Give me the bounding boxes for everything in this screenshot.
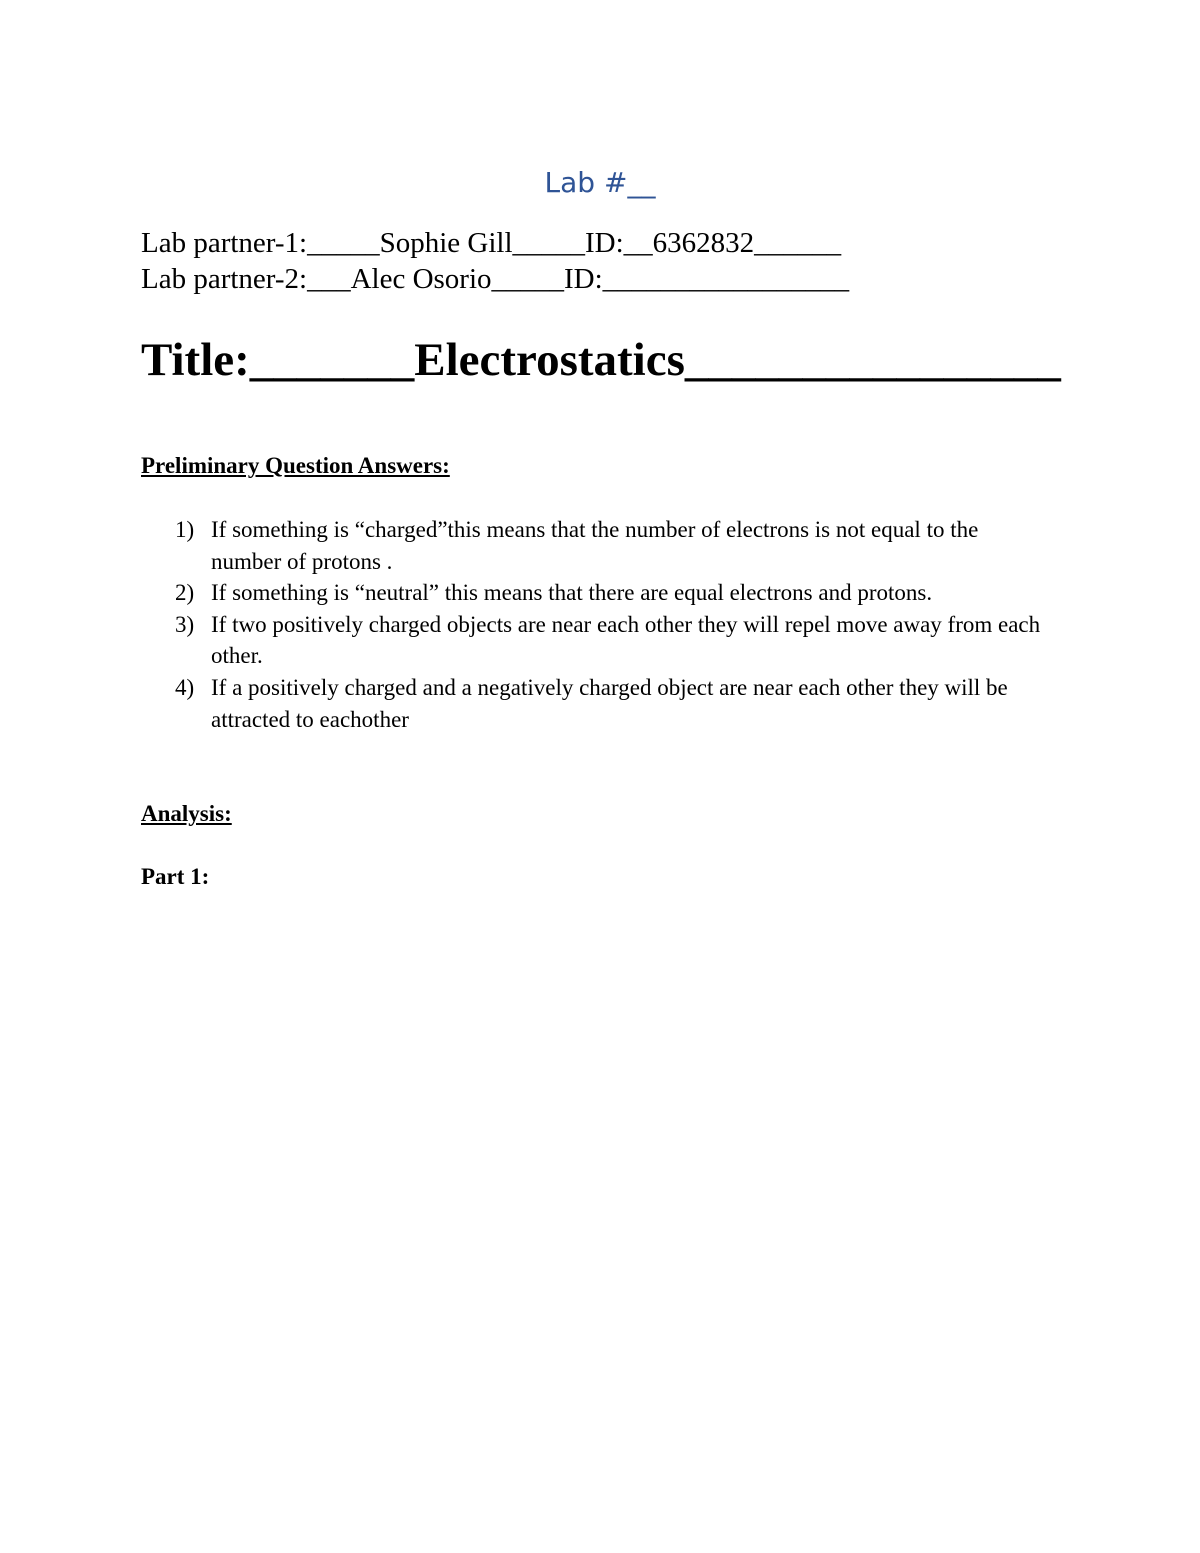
part-1-label: Part 1: bbox=[141, 864, 210, 889]
answer-item-4 bbox=[141, 672, 1041, 735]
answer-number: 2) bbox=[175, 580, 195, 606]
lab-title: Title:_______Electrostatics________________ bbox=[141, 334, 1061, 386]
analysis-heading: Analysis: bbox=[141, 801, 232, 826]
answer-number: 4) bbox=[175, 674, 195, 700]
answer-number: 3) bbox=[175, 611, 195, 637]
answer-item-2 bbox=[141, 577, 1041, 609]
answer-text: If two positively charged objects are near each other they will repel move away from each other. bbox=[211, 611, 1041, 669]
answer-text: If something is “charged”this means that the number of electrons is not equal to the number of protons . bbox=[211, 517, 979, 574]
answer-item-3 bbox=[141, 609, 1041, 672]
preliminary-answers-list bbox=[141, 514, 1041, 735]
lab-partner-2-line: Lab partner-2:___Alec Osorio_____ID:_________________ bbox=[141, 263, 850, 295]
answer-text: If a positively charged and a negatively charged object are near each other they will be attracted to eachother bbox=[211, 674, 1008, 732]
answer-number: 1) bbox=[175, 517, 195, 542]
answer-item-1 bbox=[141, 514, 1041, 577]
lab-number-heading: Lab #__ bbox=[544, 166, 656, 199]
lab-partner-1-line: Lab partner-1:_____Sophie Gill_____ID:__6362832______ bbox=[141, 227, 842, 259]
preliminary-answers-heading: Preliminary Question Answers: bbox=[141, 453, 450, 478]
answer-text: If something is “neutral” this means that there are equal electrons and protons. bbox=[211, 580, 933, 606]
